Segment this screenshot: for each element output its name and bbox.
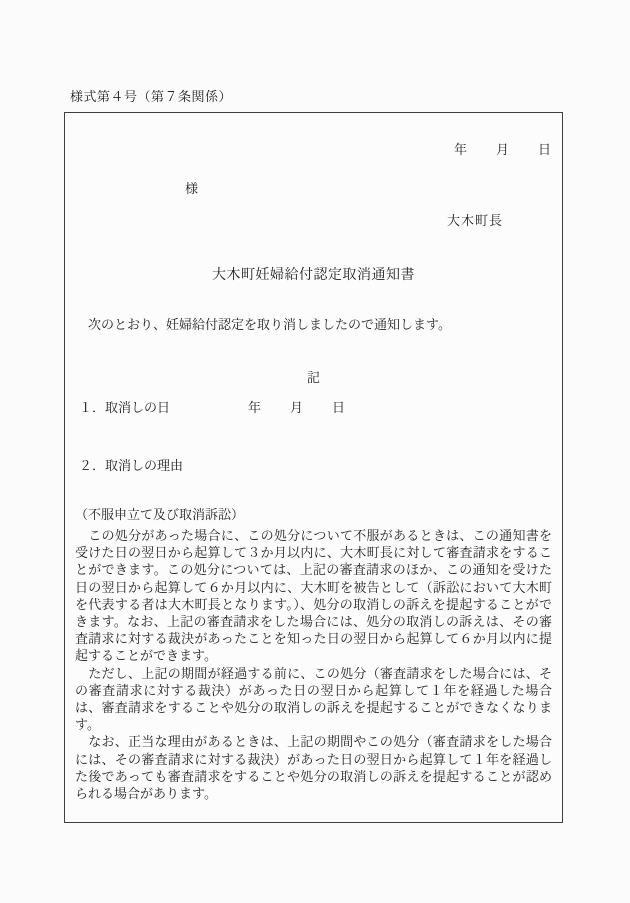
- item-cancellation-date-label: １．取消しの日: [79, 400, 171, 415]
- appeal-paragraph-1: この処分があった場合に、この処分について不服があるときは、この通知書を受けた日の翌日から起算して３か月以内に、大木町長に対して審査請求をすることができます。この処分については、上記の審査請求のほか、この通知を受けた日の翌日から起算して６か月以内に、大木町を被告として（訴訟において大木町を代表する者は大木町長となります。）、処分の取消しの訴えを提起することができます。なお、上記の審査請求をした場合には、処分の取消しの訴えは、その審査請求に対する裁決があったことを知った日の翌日から起算して６か月以内に提起することができます。: [75, 528, 552, 664]
- form-number-label: 様式第４号（第７条関係）: [70, 89, 233, 104]
- item-cancellation-reason: [75, 457, 552, 474]
- item-cancellation-date: [75, 399, 552, 416]
- document-title: 大木町妊婦給付認定取消通知書: [212, 268, 415, 283]
- notice-box-content: [65, 141, 562, 802]
- addressee-line: 様: [185, 181, 199, 196]
- item-cancellation-reason-label: ２．取消しの理由: [79, 458, 184, 473]
- issue-date-line: 年 月 日: [453, 142, 552, 157]
- intro-text: 次のとおり、妊婦給付認定を取り消しましたので通知します。: [75, 317, 451, 332]
- appeal-notice-body: [75, 527, 552, 802]
- sender-line: 大木町長: [446, 213, 503, 228]
- record-marker: 記: [306, 370, 320, 385]
- appeal-notice-heading: （不服申立て及び取消訴訟）: [75, 507, 245, 522]
- appeal-paragraph-3: なお、正当な理由があるときは、上記の期間やこの処分（審査請求をした場合には、その審査請求に対する裁決）があった日の翌日から起算して１年を経過した後であっても審査請求をすることや処分の取消しの訴えを提起することが認められる場合があります。: [75, 734, 552, 802]
- appeal-paragraph-2: ただし、上記の期間が経過する前に、この処分（審査請求をした場合には、その審査請求に対する裁決）があった日の翌日から起算して１年を経過した場合は、審査請求をすることや処分の取消しの訴えを提起することができなくなります。: [75, 665, 552, 733]
- item-cancellation-date-value: 年 月 日: [248, 400, 347, 415]
- notice-box: [64, 112, 563, 823]
